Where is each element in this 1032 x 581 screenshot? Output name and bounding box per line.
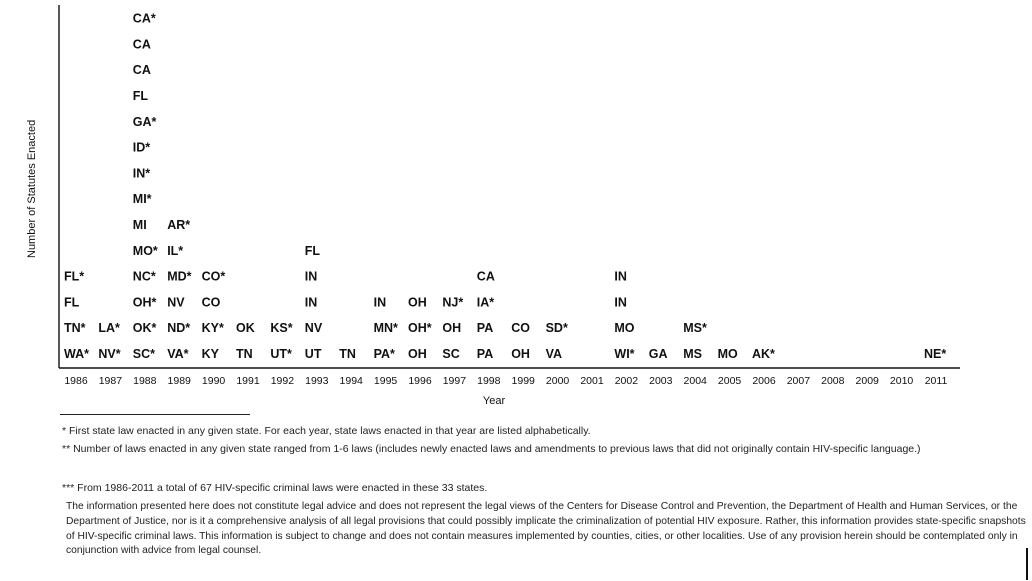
x-tick-label: 2001 [580, 375, 604, 387]
state-label: IN [373, 295, 387, 310]
state-label: AR* [167, 218, 191, 232]
state-label: LA* [98, 321, 120, 336]
state-label: KS* [270, 321, 293, 336]
state-label: OK [236, 321, 255, 336]
state-label: CO [201, 295, 221, 310]
state-label: AK* [752, 347, 775, 361]
x-tick-label: 1997 [442, 375, 467, 387]
state-label: UT [304, 347, 322, 361]
state-label: IL* [167, 243, 184, 258]
x-tick-label: 1993 [305, 375, 329, 387]
text-cursor [1026, 548, 1028, 580]
x-tick-label: 1988 [133, 375, 157, 387]
state-label: SD* [545, 321, 568, 336]
state-label: NC* [132, 269, 156, 284]
state-label: KY [201, 347, 219, 361]
state-label: IN [614, 295, 627, 310]
state-label: IN [304, 269, 318, 284]
state-label: MI [132, 218, 147, 232]
state-label: FL [304, 243, 321, 258]
state-label: GA [648, 347, 668, 361]
state-label: MD* [167, 269, 192, 284]
x-tick-label: 2011 [924, 375, 948, 387]
x-tick-label: 1990 [201, 375, 226, 387]
state-label: WI* [614, 347, 635, 361]
x-tick-label: 1987 [98, 375, 123, 387]
x-tick-label: 2008 [821, 375, 845, 387]
state-label: FL* [64, 269, 85, 284]
state-label: TN* [64, 321, 86, 336]
state-label: SC* [132, 347, 156, 361]
state-label: TN [339, 347, 356, 361]
state-label: KY* [201, 321, 224, 336]
state-label: IN [614, 269, 627, 284]
state-label: TN [236, 347, 253, 361]
state-label: MO [614, 321, 635, 336]
x-tick-label: 2006 [752, 375, 776, 387]
x-tick-label: 1996 [408, 375, 432, 387]
state-label: CA [132, 63, 151, 78]
x-tick-label: 2007 [786, 375, 811, 387]
state-label: NE* [924, 347, 947, 361]
state-label: OK* [132, 321, 157, 336]
state-label: MN* [373, 321, 398, 336]
x-tick-label: 1989 [167, 375, 191, 387]
state-label: IN* [132, 166, 151, 181]
state-label: OH* [132, 295, 157, 310]
x-tick-label: 2010 [889, 375, 914, 387]
state-label: OH [408, 295, 427, 310]
footnote-rule [60, 414, 250, 415]
state-label: NV* [98, 347, 121, 361]
state-label: MS [683, 347, 702, 361]
state-label: CO* [201, 269, 226, 284]
x-tick-label: 1994 [339, 375, 363, 387]
state-label: NV [304, 321, 323, 336]
state-label: VA [545, 347, 563, 361]
x-tick-label: 1995 [373, 375, 398, 387]
state-label: GA* [132, 114, 157, 129]
state-label: IN [304, 295, 318, 310]
state-label: SC [442, 347, 460, 361]
state-label: ND* [167, 321, 191, 336]
x-tick-label: 1998 [477, 375, 501, 387]
state-label: CA [476, 269, 495, 284]
state-label: MS* [683, 321, 707, 336]
footnote-law-count: ** Number of laws enacted in any given state ranged from 1-6 laws (includes newly enacted laws and amendments to previous laws that did not originally contain HIV-specific language.) [62, 443, 921, 455]
state-label: OH [442, 321, 462, 336]
state-label: OH* [408, 321, 432, 336]
state-label: ID* [132, 140, 151, 155]
state-label: NV [167, 295, 185, 310]
legal-disclaimer: The information presented here does not constitute legal advice and does not represent the legal views of the Centers for Disease Control and Prevention, the Department of Health and Human Services, or the Department of Justice, nor is it a comprehensive analysis of all legal provisions that could possibly implicate the criminalization of potential HIV exposure. Rather, this information provides state-specific snapshots of HIV-specific criminal laws. This information is subject to change and does not contain measures implemented by counties, cities, or other localities. Use of any provision herein should be contemplated only in conjunction with advice from legal counsel. [66, 501, 1026, 557]
y-axis-label: Number of Statutes Enacted [26, 119, 38, 258]
x-tick-label: 1999 [511, 375, 535, 387]
x-tick-label: 2009 [855, 375, 879, 387]
state-label: NJ* [442, 295, 464, 310]
x-tick-label: 2005 [717, 375, 742, 387]
state-label: OH [511, 347, 530, 361]
x-tick-label: 1986 [64, 375, 88, 387]
state-label: PA [476, 321, 494, 336]
footnote-total: *** From 1986-2011 a total of 67 HIV-specific criminal laws were enacted in these 33 states. [62, 482, 488, 494]
state-label: IA* [476, 295, 495, 310]
state-label: FL [132, 89, 149, 103]
state-label: WA* [64, 347, 89, 361]
x-tick-label: 2004 [683, 375, 707, 387]
state-label: MO* [132, 243, 158, 258]
state-label: UT* [270, 347, 292, 361]
x-tick-label: 2002 [614, 375, 639, 387]
state-label: PA* [373, 347, 395, 361]
x-tick-label: 2003 [649, 375, 673, 387]
state-label: FL [64, 295, 80, 310]
state-label: PA [476, 347, 494, 361]
x-tick-label: 1991 [236, 375, 260, 387]
state-label: CA* [132, 11, 156, 26]
state-label: CO [511, 321, 530, 336]
x-axis-title: Year [482, 395, 506, 407]
state-label: OH [408, 347, 427, 361]
state-label: CA [132, 37, 151, 52]
state-label: MI* [132, 192, 152, 207]
state-label: MO [717, 347, 738, 361]
x-tick-label: 1992 [270, 375, 295, 387]
state-label: VA* [167, 347, 189, 361]
footnote-first-law: * First state law enacted in any given state. For each year, state laws enacted in that year are listed alphabetically. [62, 425, 591, 437]
x-tick-label: 2000 [545, 375, 570, 387]
